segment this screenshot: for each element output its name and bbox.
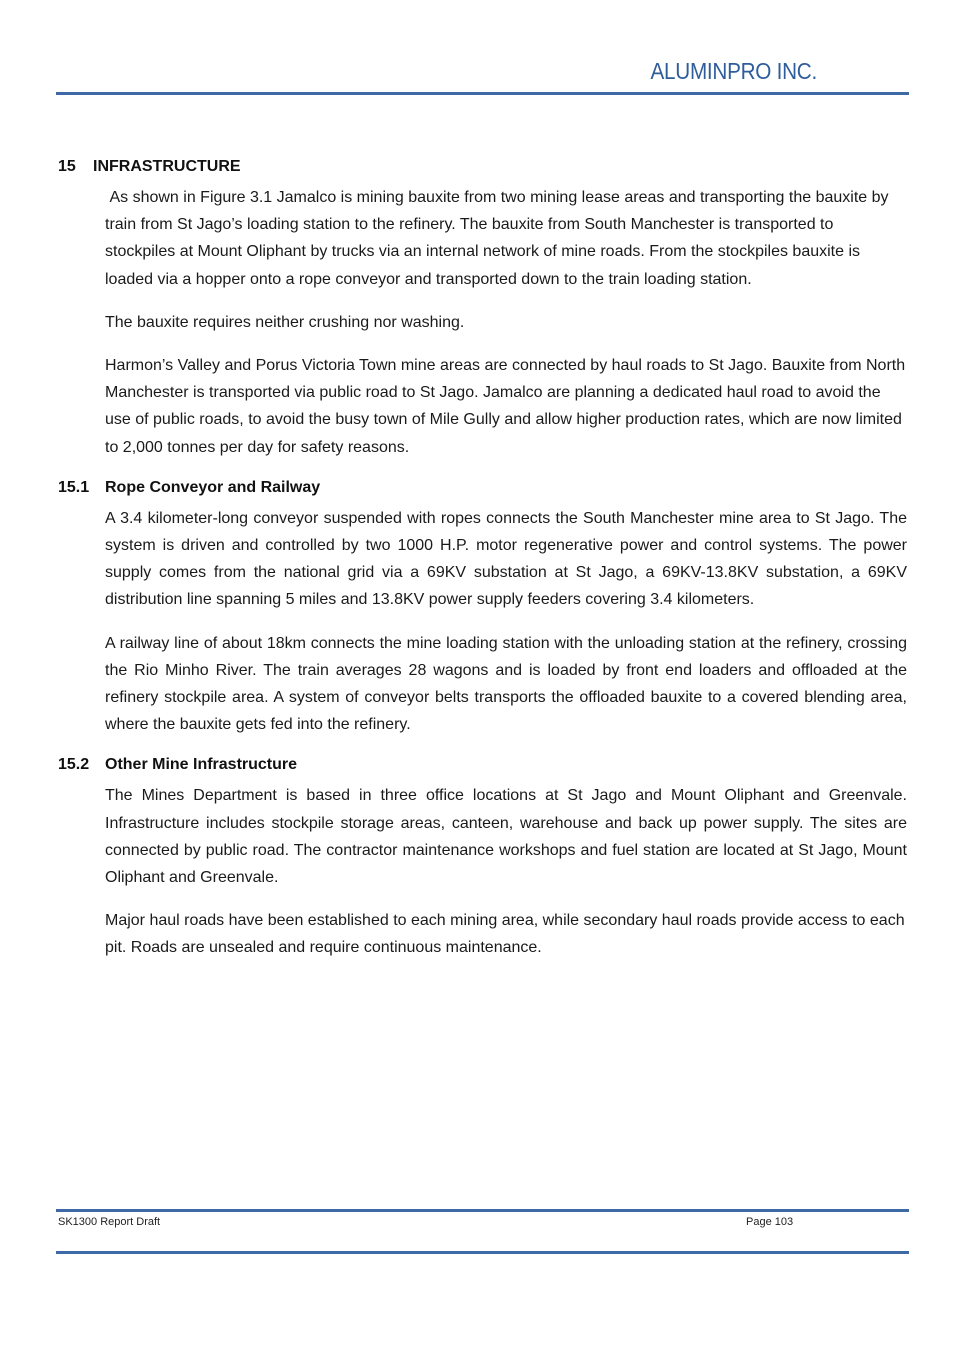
section-number: 15 [58, 158, 76, 175]
footer-document-name: SK1300 Report Draft [58, 1216, 161, 1228]
footer-page-number: Page 103 [746, 1216, 794, 1228]
paragraph: Major haul roads have been established to each mining area, while secondary haul roads provide access to each pit. Roads are unsealed and require continuous maintenance. [105, 912, 905, 957]
paragraph: As shown in Figure 3.1 Jamalco is mining bauxite from two mining lease areas and transporting the bauxite by train from St Jago’s loading station to the refinery. The bauxite from South Manchester is transported to stockpiles at Mount Oliphant by trucks via an internal network of mine roads. From the stockpiles bauxite is loaded via a hopper onto a rope conveyor and transported down to the train loading station. [105, 189, 893, 288]
paragraph: Harmon’s Valley and Porus Victoria Town mine areas are connected by haul roads to St Jago. Bauxite from North Manchester is transported via public road to St Jago. Jamalco are planning a dedicated haul road to avoid the use of public roads, to avoid the busy town of Mile Gully and allow higher production rates, which are now limited to 2,000 tonnes per day for safety reasons. [105, 357, 906, 456]
footer-rule-top [56, 1209, 909, 1212]
document-body [58, 156, 907, 978]
footer-rule-bottom [56, 1251, 909, 1254]
section-title: Other Mine Infrastructure [105, 756, 298, 774]
section-heading-15-1 [58, 477, 907, 499]
section-title: Rope Conveyor and Railway [105, 478, 321, 496]
company-name: ALUMINPRO INC. [650, 58, 817, 84]
section-heading-15 [58, 156, 907, 178]
section-number: 15.2 [58, 756, 90, 774]
paragraph: A railway line of about 18km connects the mine loading station with the unloading station at the refinery, crossing the Rio Minho River. The train averages 28 wagons and is loaded by front end loaders and offloaded at the refinery stockpile area. A system of conveyor belts transports the offloaded bauxite to a covered blending area, where the bauxite gets fed into the refinery. [105, 634, 907, 734]
section-title: INFRASTRUCTURE [93, 158, 241, 175]
section-heading-15-2 [58, 754, 907, 776]
section-number: 15.1 [58, 478, 90, 496]
paragraph: A 3.4 kilometer-long conveyor suspended with ropes connects the South Manchester mine area to St Jago. The system is driven and controlled by two 1000 H.P. motor regenerative power and control systems. The power supply comes from the national grid via a 69KV substation at St Jago, a 69KV-13.8KV substation, a 69KV distribution line spanning 5 miles and 13.8KV power supply feeders covering 3.4 kilometers. [105, 509, 907, 609]
paragraph: The Mines Department is based in three office locations at St Jago and Mount Oliphant and Greenvale. Infrastructure includes stockpile storage areas, canteen, warehouse and back up power supply. The sites are connected by public road. The contractor maintenance workshops and fuel station are located at St Jago, Mount Oliphant and Greenvale. [105, 787, 907, 887]
paragraph: The bauxite requires neither crushing nor washing. [105, 313, 465, 331]
header-rule [56, 92, 909, 95]
